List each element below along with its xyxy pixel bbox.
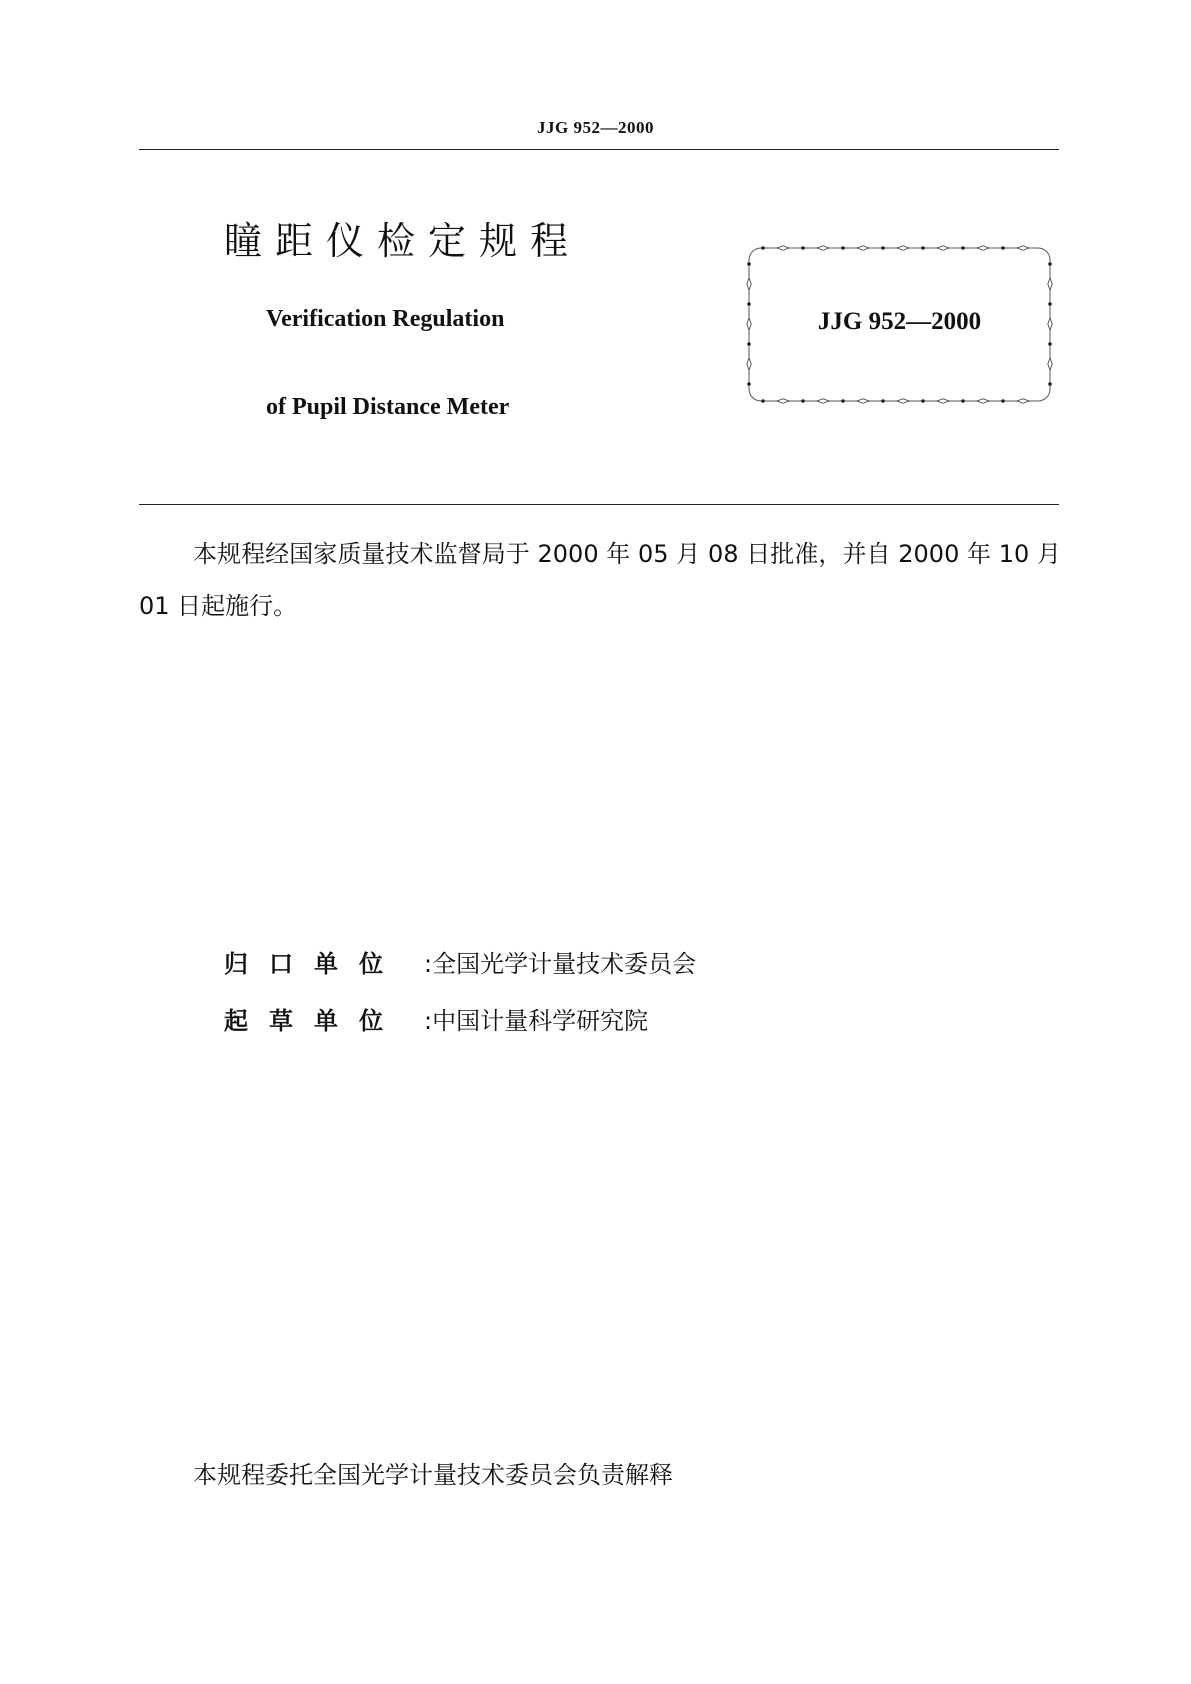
border-dot bbox=[1048, 382, 1052, 386]
border-dot bbox=[881, 399, 885, 403]
border-dot bbox=[747, 382, 751, 386]
border-diamond bbox=[857, 399, 869, 403]
section-divider bbox=[139, 504, 1059, 505]
border-diamond bbox=[747, 358, 751, 370]
border-dot bbox=[841, 246, 845, 250]
border-diamond bbox=[897, 246, 909, 250]
header-divider bbox=[139, 149, 1059, 150]
approval-statement: 本规程经国家质量技术监督局于 2000 年 05 月 08 日批准，并自 2000 年 10 月 01 日起施行。 bbox=[139, 540, 1061, 620]
border-dot bbox=[921, 399, 925, 403]
page-title-english-line1: Verification Regulation bbox=[266, 306, 505, 332]
border-dot bbox=[747, 262, 751, 266]
org-row-drafting bbox=[224, 1001, 648, 1036]
border-diamond bbox=[1017, 246, 1029, 250]
border-diamond bbox=[857, 246, 869, 250]
border-dot bbox=[961, 246, 965, 250]
border-dot bbox=[761, 246, 765, 250]
border-dot bbox=[801, 246, 805, 250]
border-dot bbox=[761, 399, 765, 403]
border-dot bbox=[841, 399, 845, 403]
border-dot bbox=[1001, 246, 1005, 250]
border-dot bbox=[921, 246, 925, 250]
border-diamond bbox=[937, 246, 949, 250]
org-row-responsible bbox=[224, 944, 696, 979]
border-diamond bbox=[1048, 358, 1052, 370]
page-title-english-line2: of Pupil Distance Meter bbox=[266, 394, 510, 420]
org-value-responsible: 全国光学计量技术委员会 bbox=[432, 950, 697, 978]
org-value-drafting: 中国计量科学研究院 bbox=[432, 1007, 649, 1035]
border-diamond bbox=[817, 399, 829, 403]
border-diamond bbox=[977, 399, 989, 403]
border-dot bbox=[1048, 302, 1052, 306]
org-colon: : bbox=[424, 950, 433, 978]
org-label-responsible: 归口单位 bbox=[224, 950, 404, 978]
org-label-drafting: 起草单位 bbox=[224, 1007, 404, 1035]
border-diamond bbox=[747, 278, 751, 290]
border-diamond bbox=[1048, 278, 1052, 290]
border-diamond bbox=[777, 399, 789, 403]
border-diamond bbox=[817, 246, 829, 250]
border-diamond bbox=[777, 246, 789, 250]
border-diamond bbox=[1017, 399, 1029, 403]
box-standard-code: JJG 952—2000 bbox=[817, 308, 982, 335]
border-dot bbox=[747, 302, 751, 306]
border-dot bbox=[1001, 399, 1005, 403]
border-diamond bbox=[937, 399, 949, 403]
border-dot bbox=[1048, 262, 1052, 266]
border-dot bbox=[1048, 342, 1052, 346]
border-diamond bbox=[977, 246, 989, 250]
standard-code-box bbox=[745, 244, 1054, 405]
org-colon: : bbox=[424, 1007, 433, 1035]
border-diamond bbox=[897, 399, 909, 403]
header-standard-code: JJG 952—2000 bbox=[537, 118, 654, 137]
interpretation-note: 本规程委托全国光学计量技术委员会负责解释 bbox=[193, 1461, 673, 1489]
border-dot bbox=[801, 399, 805, 403]
border-dot bbox=[961, 399, 965, 403]
page-title-chinese: 瞳距仪检定规程 bbox=[224, 219, 582, 263]
border-dot bbox=[747, 342, 751, 346]
border-dot bbox=[881, 246, 885, 250]
